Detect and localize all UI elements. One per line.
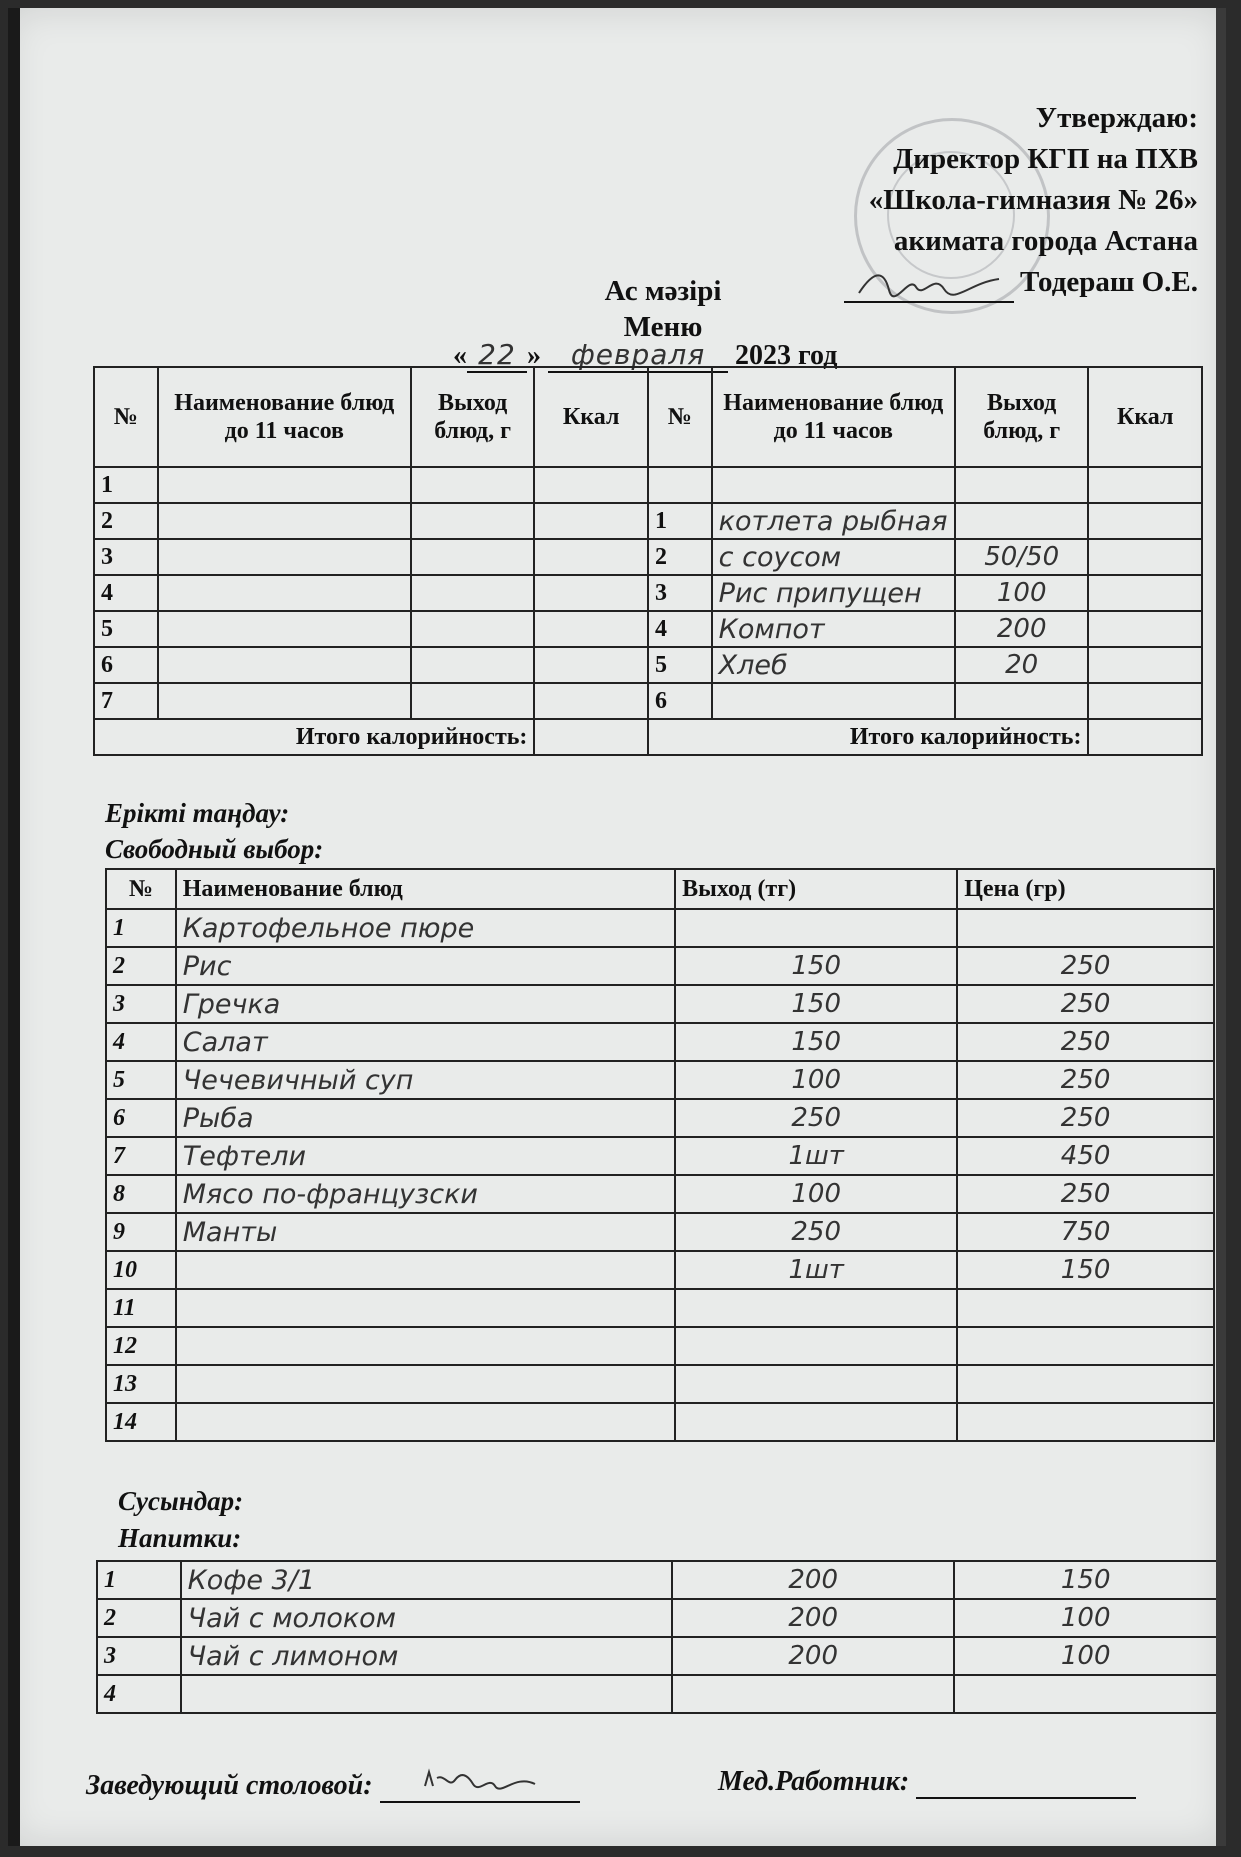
dish-price: 250 [957, 1175, 1214, 1213]
dish-name: Салат [176, 1023, 675, 1061]
right-dish-3: Рис припущен [712, 575, 955, 611]
table-row [106, 1175, 1214, 1213]
drink-name: Кофе 3/1 [181, 1561, 672, 1599]
header-output-left: Выход блюд, г [411, 367, 535, 467]
drinks-table [96, 1560, 1218, 1714]
med-worker-label: Мед.Работник: [718, 1766, 910, 1797]
title-ru: Меню [623, 311, 703, 343]
row-number: 10 [106, 1251, 176, 1289]
row-number: 14 [106, 1403, 176, 1441]
dish-name: Рис [176, 947, 675, 985]
table-row [97, 1675, 1217, 1713]
approval-line-1: Утверждаю: [1035, 102, 1198, 134]
dish-price: 250 [957, 985, 1214, 1023]
med-worker-sign-line [916, 1764, 1136, 1799]
menu-date: « 22 » февраля 2023 год [453, 338, 838, 371]
drink-price: 100 [954, 1637, 1217, 1675]
row-number: 1 [106, 909, 176, 947]
dish-output: 250 [675, 1099, 957, 1137]
left-total-label: Итого калорийность: [94, 719, 534, 755]
dish-name: Картофельное пюре [176, 909, 675, 947]
dish-output [675, 909, 957, 947]
table-row: 5 4 Компот 200 [94, 611, 1202, 647]
table-row: 6 5 Хлеб 20 [94, 647, 1202, 683]
table-row [106, 985, 1214, 1023]
dish-output [675, 1327, 957, 1365]
drink-output [672, 1675, 954, 1713]
dish-price: 250 [957, 1023, 1214, 1061]
free-choice-title-kz: Ерікті таңдау: [105, 798, 290, 828]
table-row [106, 1251, 1214, 1289]
header-output-right: Выход блюд, г [955, 367, 1089, 467]
row-number: 12 [106, 1327, 176, 1365]
dish-output: 150 [675, 1023, 957, 1061]
title-kz: Ас мәзірі [604, 275, 722, 307]
free-choice-table [105, 868, 1215, 1442]
right-total-label: Итого калорийность: [648, 719, 1088, 755]
right-dish-2: с соусом [712, 539, 955, 575]
dish-name: Тефтели [176, 1137, 675, 1175]
dish-output: 150 [675, 947, 957, 985]
row-number: 5 [106, 1061, 176, 1099]
dish-name: Чечевичный суп [176, 1061, 675, 1099]
approval-line-3: «Школа-гимназия № 26» [868, 184, 1198, 216]
dish-output: 1шт [675, 1137, 957, 1175]
drinks-title-kz: Сусындар: [118, 1486, 244, 1516]
canteen-head-signature [86, 1764, 580, 1803]
director-signature [844, 271, 1014, 303]
free-header-name: Наименование блюд [176, 869, 675, 909]
row-number: 11 [106, 1289, 176, 1327]
free-choice-title-ru: Свободный выбор: [105, 834, 324, 864]
drink-name: Чай с молоком [181, 1599, 672, 1637]
row-number: 3 [97, 1637, 181, 1675]
dish-name [176, 1251, 675, 1289]
table-row [106, 909, 1214, 947]
table-row: 7 6 [94, 683, 1202, 719]
dish-price: 750 [957, 1213, 1214, 1251]
dish-name: Мясо по-французски [176, 1175, 675, 1213]
menu-table [93, 366, 1203, 756]
totals-row [94, 719, 1202, 755]
table-row [106, 1403, 1214, 1441]
row-number: 13 [106, 1365, 176, 1403]
table-row [106, 1099, 1214, 1137]
table-row [106, 1023, 1214, 1061]
table-row [106, 1213, 1214, 1251]
table-row: 3 2 с соусом 50/50 [94, 539, 1202, 575]
row-number: 7 [106, 1137, 176, 1175]
table-row [97, 1637, 1217, 1675]
dish-price: 250 [957, 947, 1214, 985]
table-row: 2 1 котлета рыбная [94, 503, 1202, 539]
dish-output [675, 1365, 957, 1403]
dish-name [176, 1403, 675, 1441]
dish-output: 150 [675, 985, 957, 1023]
drink-price [954, 1675, 1217, 1713]
row-number: 2 [106, 947, 176, 985]
dish-price: 450 [957, 1137, 1214, 1175]
free-header-num: № [106, 869, 176, 909]
dish-output [675, 1289, 957, 1327]
approval-block [844, 98, 1198, 303]
dish-name [176, 1327, 675, 1365]
dish-output: 100 [675, 1175, 957, 1213]
date-day: 22 [467, 338, 527, 373]
dish-price: 250 [957, 1099, 1214, 1137]
table-row [97, 1561, 1217, 1599]
dish-output: 1шт [675, 1251, 957, 1289]
drink-output: 200 [672, 1637, 954, 1675]
table-row: 1 [94, 467, 1202, 503]
date-month: февраля [548, 338, 728, 373]
right-dish-5: Хлеб [712, 647, 955, 683]
header-name-left: Наименование блюд до 11 часов [158, 367, 411, 467]
drink-name: Чай с лимоном [181, 1637, 672, 1675]
menu-titles [568, 273, 758, 345]
dish-name [176, 1289, 675, 1327]
drink-output: 200 [672, 1561, 954, 1599]
header-num-left: № [94, 367, 158, 467]
dish-name: Манты [176, 1213, 675, 1251]
table-row [106, 1327, 1214, 1365]
dish-output: 100 [675, 1061, 957, 1099]
dish-price [957, 1289, 1214, 1327]
right-dish-1: котлета рыбная [712, 503, 955, 539]
row-number: 6 [106, 1099, 176, 1137]
dish-name: Гречка [176, 985, 675, 1023]
dish-price [957, 1327, 1214, 1365]
dish-name: Рыба [176, 1099, 675, 1137]
row-number: 9 [106, 1213, 176, 1251]
table-row [106, 1061, 1214, 1099]
canteen-head-sign-line [380, 1764, 580, 1803]
dish-output [675, 1403, 957, 1441]
approval-signature-row [844, 262, 1198, 303]
dish-price: 250 [957, 1061, 1214, 1099]
drinks-title-ru: Напитки: [118, 1523, 242, 1553]
drink-price: 150 [954, 1561, 1217, 1599]
document-sheet [8, 8, 1226, 1846]
table-row [106, 1365, 1214, 1403]
table-row [97, 1599, 1217, 1637]
table-row [106, 1137, 1214, 1175]
row-number: 8 [106, 1175, 176, 1213]
director-name: Тодераш О.Е. [1019, 266, 1198, 298]
med-worker-signature [718, 1764, 1136, 1799]
dish-price: 150 [957, 1251, 1214, 1289]
drink-name [181, 1675, 672, 1713]
header-num-right: № [648, 367, 712, 467]
header-kcal-left: Ккал [534, 367, 648, 467]
table-row: 4 3 Рис припущен 100 [94, 575, 1202, 611]
dish-price [957, 1365, 1214, 1403]
approval-line-4: акимата города Астана [893, 225, 1198, 257]
dish-name [176, 1365, 675, 1403]
row-number: 2 [97, 1599, 181, 1637]
dish-price [957, 909, 1214, 947]
approval-line-2: Директор КГП на ПХВ [893, 143, 1198, 175]
table-row [106, 947, 1214, 985]
canteen-head-label: Заведующий столовой: [86, 1770, 373, 1801]
drink-price: 100 [954, 1599, 1217, 1637]
free-header-output: Выход (тг) [675, 869, 957, 909]
row-number: 1 [97, 1561, 181, 1599]
table-row [106, 1289, 1214, 1327]
free-header-price: Цена (гр) [957, 869, 1214, 909]
date-year: 2023 год [735, 340, 838, 371]
row-number: 4 [106, 1023, 176, 1061]
header-kcal-right: Ккал [1088, 367, 1202, 467]
drink-output: 200 [672, 1599, 954, 1637]
free-choice-header-row [106, 869, 1214, 909]
menu-header-row [94, 367, 1202, 467]
row-number: 3 [106, 985, 176, 1023]
right-dish-4: Компот [712, 611, 955, 647]
header-name-right: Наименование блюд до 11 часов [712, 367, 955, 467]
dish-output: 250 [675, 1213, 957, 1251]
row-number: 4 [97, 1675, 181, 1713]
dish-price [957, 1403, 1214, 1441]
